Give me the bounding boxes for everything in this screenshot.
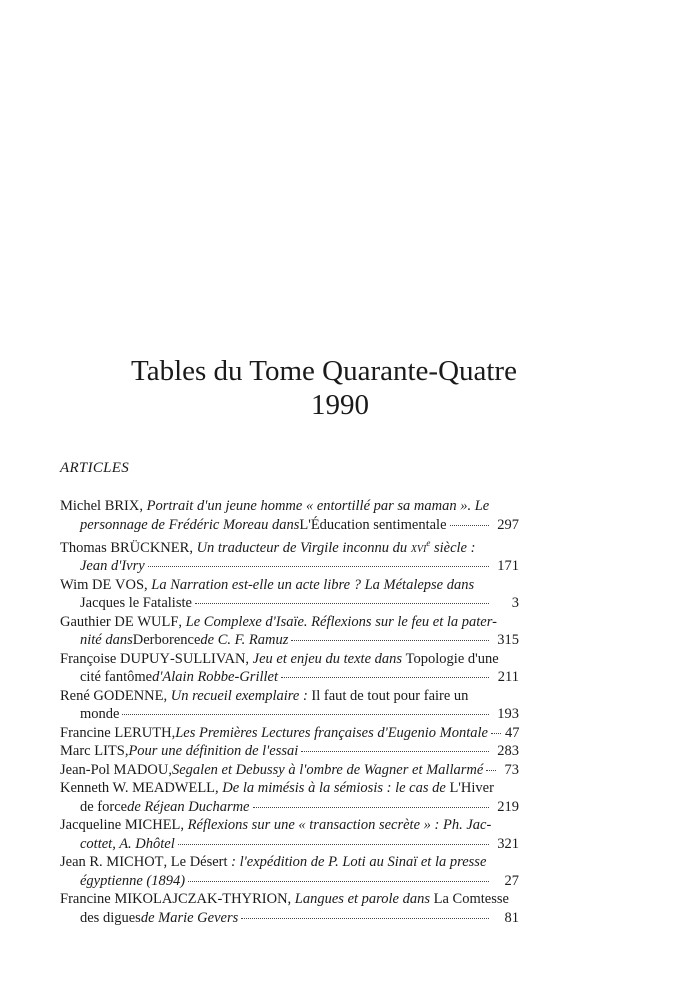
article-title: Le Complexe d'Isaïe. Réflexions sur le feu et la pater- (185, 613, 497, 630)
author-name: Kenneth W. MEADWELL (60, 780, 216, 797)
page-number: 171 (497, 558, 519, 575)
title-year: 1990 (311, 389, 369, 421)
article-title: Les Premières Lectures françaises d'Eugenio Montale (175, 724, 488, 741)
author-name: Gauthier DE WULF (60, 613, 179, 630)
toc-entry: Jacqueline MICHEL, Réflexions sur une « transaction secrète » : Ph. Jac- cottet, A. Dhôtel 321 (60, 817, 519, 852)
author-name: René GODENNE (60, 687, 164, 704)
article-title: Portrait d'un jeune homme « entortillé par sa maman ». Le (146, 498, 490, 514)
page-number: 3 (511, 595, 519, 612)
toc-entry: Jean R. MICHOT, Le Désert : l'expédition de P. Loti au Sinaï et la presse égyptienne (1894) 27 (60, 854, 519, 889)
toc-entry: Jean-Pol MADOU , Segalen et Debussy à l'ombre de Wagner et Mallarmé 73 (60, 761, 519, 778)
leader-dots (148, 566, 489, 567)
toc-entry: Francine LERUTH , Les Premières Lectures françaises d'Eugenio Montale 47 (60, 724, 520, 741)
toc-entry: René GODENNE, Un recueil exemplaire : Il faut de tout pour faire un monde 193 (60, 687, 519, 723)
toc-entry: Francine MIKOLAJCZAK-THYRION, Langues et parole dans La Comtesse des digues de Marie Gevers 81 (60, 891, 519, 926)
page-number: 81 (504, 909, 519, 926)
page-number: 283 (497, 743, 519, 760)
title-line-1: Tables du Tome Quarante-Quatre (131, 355, 517, 387)
leader-dots (188, 881, 489, 882)
toc-entry: Gauthier DE WULF, Le Complexe d'Isaïe. Réflexions sur le feu et la pater- nité dans Derborence de C. F. Ramuz 315 (60, 613, 519, 649)
leader-dots (486, 770, 496, 771)
article-title: Jeu et enjeu du texte dans (252, 650, 406, 667)
article-title: Segalen et Debussy à l'ombre de Wagner et Mallarmé (171, 761, 484, 778)
leader-dots (281, 677, 489, 678)
author-name: Francine MIKOLAJCZAK-THYRION (60, 891, 288, 908)
author-name: Francine LERUTH (60, 724, 172, 741)
article-title: Langues et parole dans (294, 891, 434, 908)
author-name: Jean R. MICHOT (60, 854, 164, 871)
page-number: 27 (504, 872, 519, 889)
page-title (0, 354, 680, 422)
toc-entry: Thomas BRÜCKNER, Un traducteur de Virgile inconnu du xvi$^e$ siècle : Jean d'Ivry 171 (60, 538, 519, 575)
page-number: 47 (504, 724, 520, 741)
article-title: Un traducteur de Virgile inconnu du xvi$^e$ siècle : (196, 538, 476, 556)
article-title: Pour une définition de l'essai (128, 743, 299, 760)
page-number: 211 (497, 669, 519, 686)
article-title: : l'expédition de P. Loti au Sinaï et la presse (227, 854, 487, 871)
leader-dots (122, 714, 489, 715)
toc-entry: Françoise DUPUY-SULLIVAN, Jeu et enjeu du texte dans Topologie d'une cité fantôme d'Alain Robbe-Grillet 211 (60, 650, 519, 686)
page-number: 73 (504, 761, 519, 778)
author-name: Michel BRIX (60, 498, 140, 514)
leader-dots (301, 751, 489, 752)
article-title: Un recueil exemplaire : (170, 687, 312, 704)
page-number: 193 (497, 706, 519, 723)
page-number: 297 (497, 516, 519, 533)
author-name: Thomas BRÜCKNER (60, 539, 190, 556)
leader-dots (291, 640, 489, 641)
page-number: 219 (497, 798, 519, 815)
article-title: Réflexions sur une « transaction secrète » : Ph. Jac- (187, 817, 492, 834)
section-heading: ARTICLES (60, 460, 130, 476)
leader-dots (195, 603, 489, 604)
article-title: De la mimésis à la sémiosis : le cas de (222, 780, 450, 797)
author-name: Françoise DUPUY-SULLIVAN (60, 650, 246, 667)
author-name: Wim DE VOS (60, 576, 145, 593)
toc-entry: Wim DE VOS, La Narration est-elle un acte libre ? La Métalepse dans Jacques le Fataliste 3 (60, 576, 519, 612)
table-of-contents (60, 497, 519, 927)
leader-dots (178, 844, 489, 845)
page-number: 321 (497, 835, 519, 852)
author-name: Jacqueline MICHEL (60, 817, 181, 834)
toc-entry: Kenneth W. MEADWELL, De la mimésis à la sémiosis : le cas de L'Hiver de force de Réjean Ducharme 219 (60, 780, 519, 815)
author-name: Jean-Pol MADOU (60, 761, 169, 778)
leader-dots (491, 733, 501, 734)
article-title: La Narration est-elle un acte libre ? La Métalepse dans (151, 576, 475, 593)
toc-entry: Marc LITS , Pour une définition de l'essai 283 (60, 743, 519, 760)
leader-dots (253, 807, 490, 808)
page-number: 315 (497, 632, 519, 649)
leader-dots (241, 918, 489, 919)
author-name: Marc LITS (60, 743, 125, 760)
leader-dots (450, 525, 489, 526)
toc-entry: Michel BRIX, Portrait d'un jeune homme « entortillé par sa maman ». Le personnage de Frédéric Moreau dans L'Éducation sentimentale 297 (60, 498, 519, 533)
